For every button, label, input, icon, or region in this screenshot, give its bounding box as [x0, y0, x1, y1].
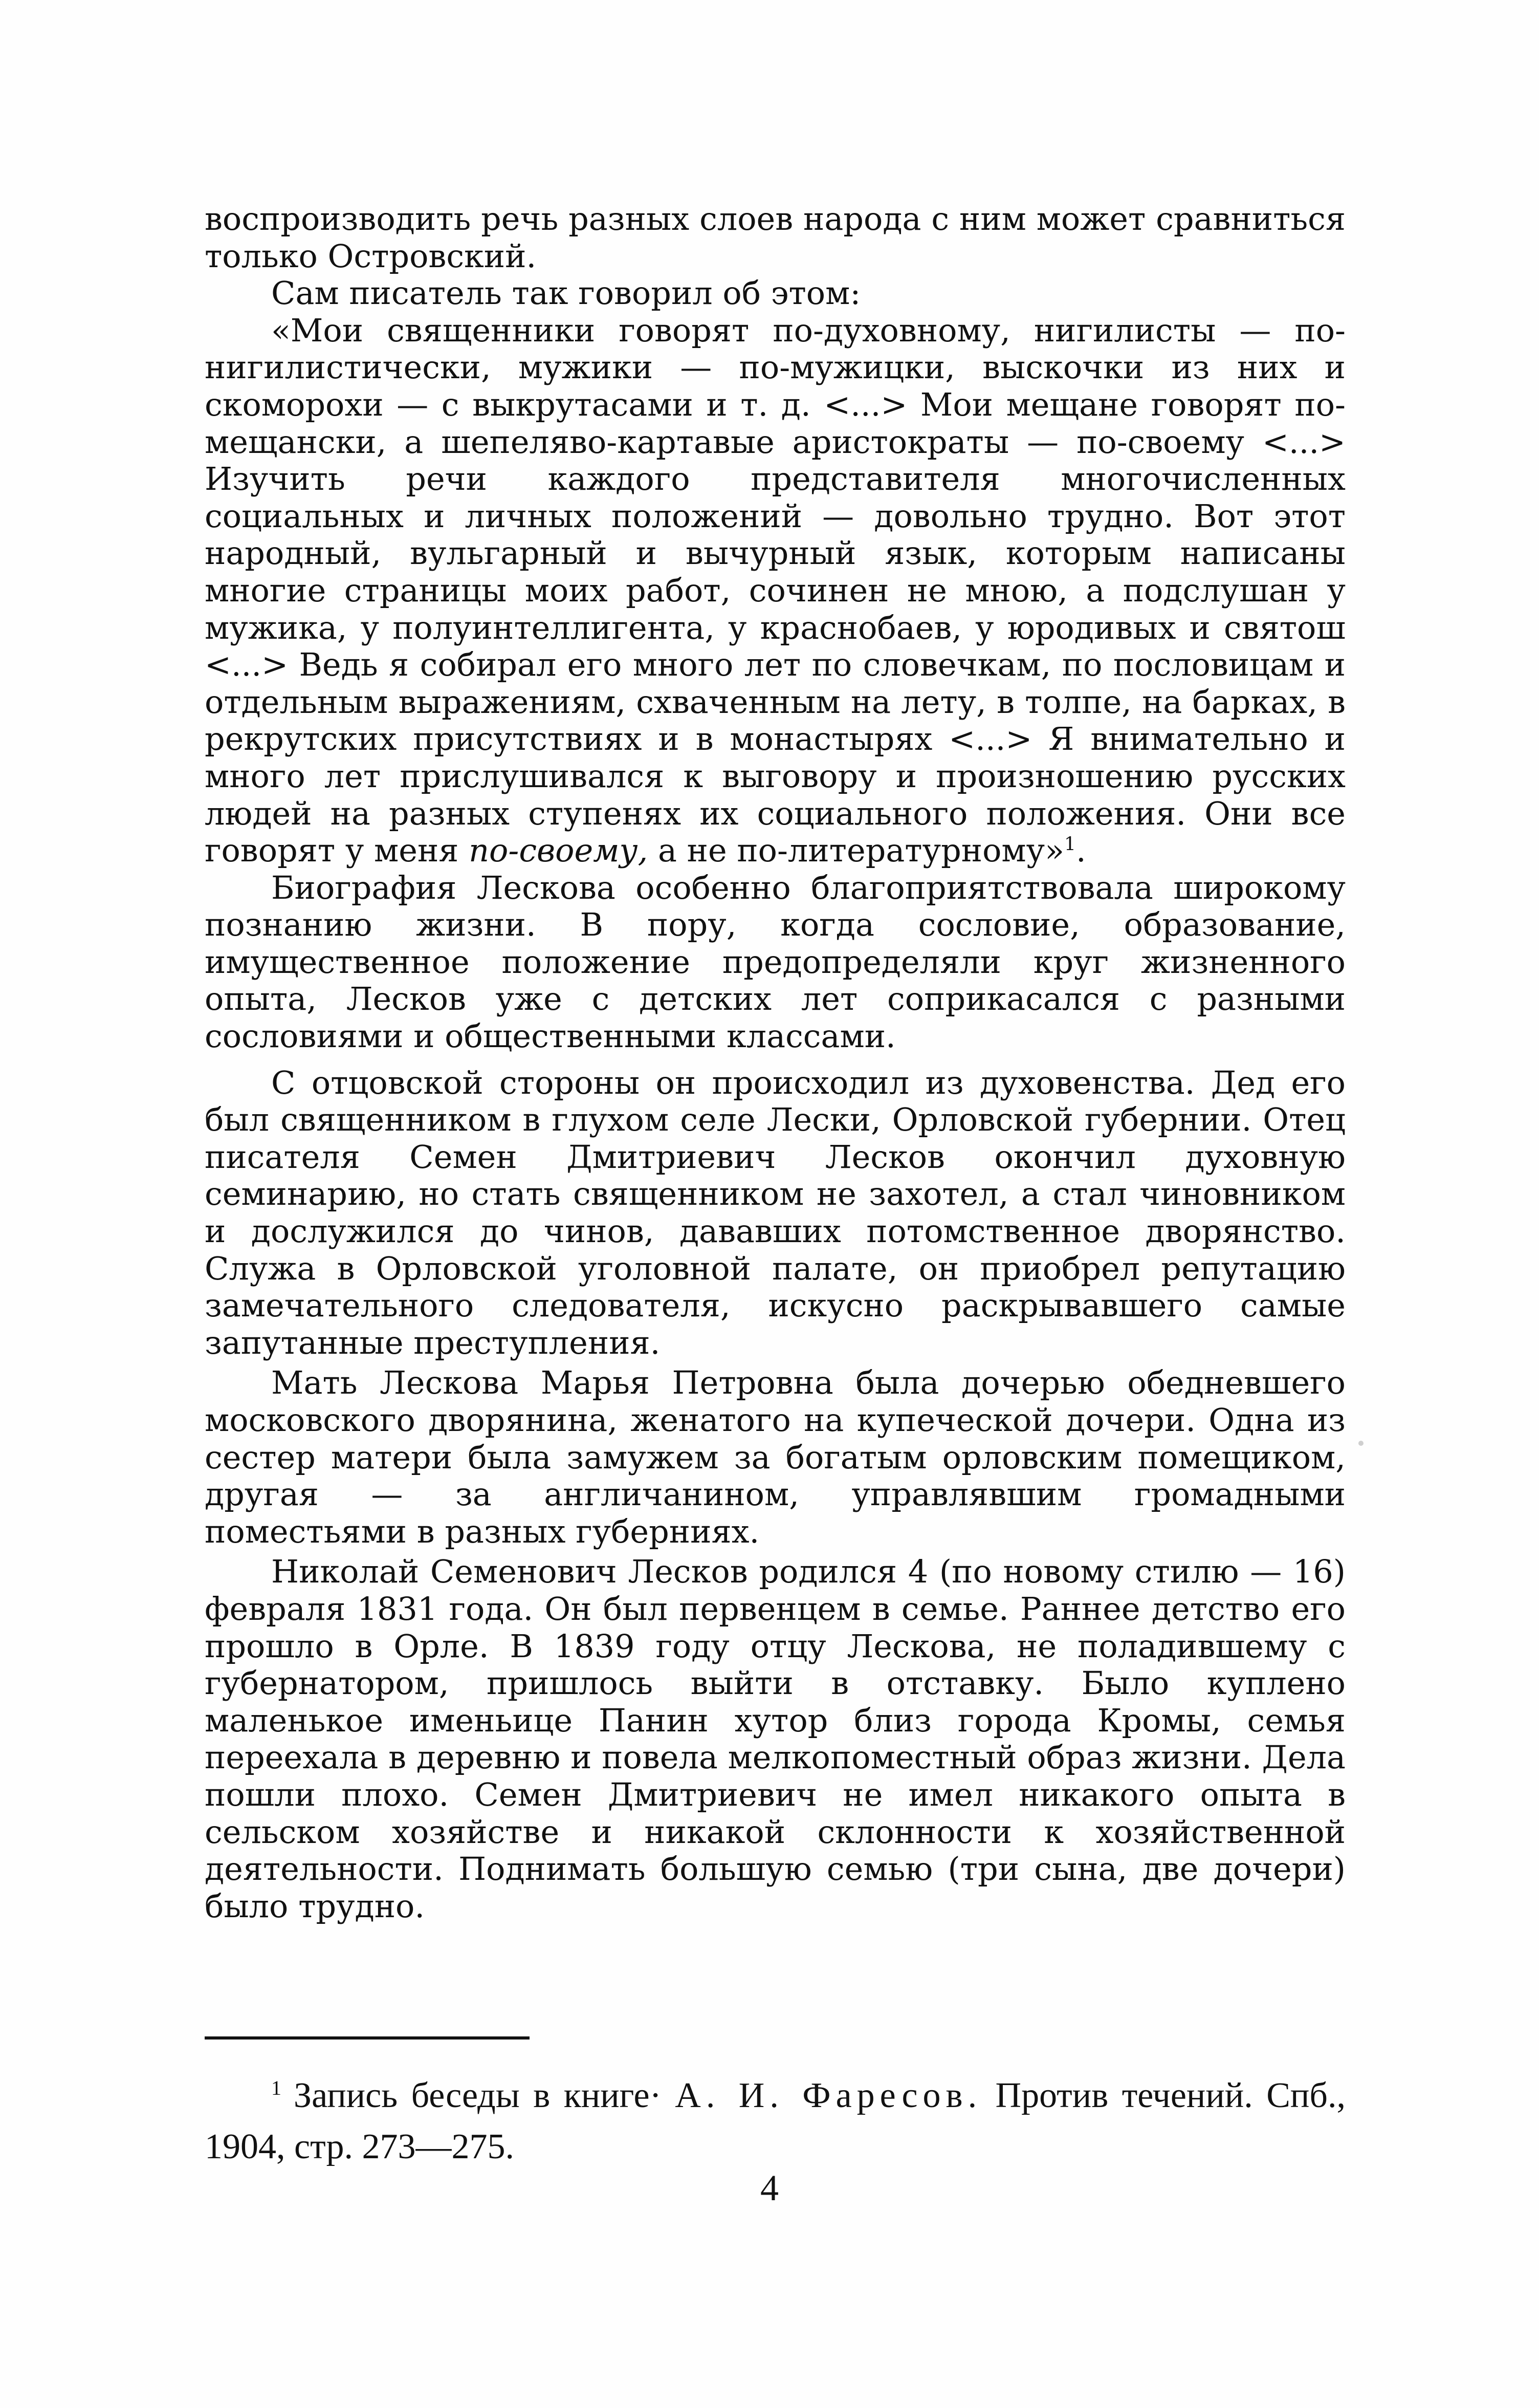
footnote-separator: [205, 2036, 530, 2040]
page-number: 4: [760, 2167, 779, 2208]
main-text-column: [205, 201, 1346, 1925]
paragraph-father: С отцовской стороны он происходил из духовенства. Дед его был священником в глухом селе Лески, Орловской губернии. Отец писателя Семен Дмитриевич Лесков окончил духовную семинарию, но стать священником не захотел, а стал чиновником и дослужился до чинов, дававших потомственное дворянство. Служа в Орловской уголовной палате, он приобрел репутацию замечательного следователя, искусно раскрывавшего самые запутанные преступления.: [205, 1064, 1346, 1361]
footnote-author: А. И. Фаресов.: [675, 2076, 982, 2115]
quotation-end: .: [1075, 832, 1086, 870]
footnote: [205, 2070, 1346, 2173]
quotation-paragraph: [205, 312, 1346, 870]
paper-speck: [1358, 1441, 1364, 1446]
paragraph-mother: Мать Лескова Марья Петровна была дочерью обедневшего московского дворянина, женатого на купеческой дочери. Одна из сестер матери была замужем за богатым орловским помещиком, другая — за англичанином, управлявшим громадными поместьями в разных губерниях.: [205, 1364, 1346, 1550]
quotation-emphasis: по-своему,: [469, 832, 648, 870]
paragraph-biography: Биография Лескова особенно благоприятствовала широкому познанию жизни. В пору, когда сословие, образование, имущественное положение предопределяли круг жизненного опыта, Лесков уже с детских лет соприкасался с разными сословиями и общественными классами.: [205, 869, 1346, 1055]
footnote-lead: Запись беседы в книге·: [294, 2076, 675, 2115]
footnote-reference[interactable]: 1: [1064, 834, 1076, 855]
paragraph-childhood: Николай Семенович Лесков родился 4 (по новому стилю — 16) февраля 1831 года. Он был первенцем в семье. Раннее детство его прошло в Орле. В 1839 году отцу Лескова, не поладившему с губернатором, пришлось выйти в отставку. Было куплено маленькое именьице Панин хутор близ города Кромы, семья переехала в деревню и повела мелкопоместный образ жизни. Дела пошли плохо. Семен Дмитриевич не имел никакого опыта в сельском хозяйстве и никакой склонности к хозяйственной деятельности. Поднимать большую семью (три сына, две дочери) было трудно.: [205, 1553, 1346, 1925]
paragraph-1: воспроизводить речь разных слоев народа с ним может сравниться только Островский.: [205, 200, 1346, 275]
footnote-mark: 1: [271, 2076, 281, 2099]
footnote-rest: Против течений. Спб., 1904, стр. 273—275.: [205, 2076, 1346, 2166]
quotation-text-a: «Мои священники говорят по-духовному, нигилисты — по-нигилистически, мужики — по-мужицки, выскочки из них и скоморохи — с выкрутасами и т. д. <...> Мои мещане говорят по-мещански, а шепеляво-картавые аристократы — по-своему <...> Изучить речи каждого представителя многочисленных социальных и личных положений — довольно трудно. Вот этот народный, вульгарный и вычурный язык, которым написаны многие страницы моих работ, сочинен не мною, а подслушан у мужика, у полуинтеллигента, у краснобаев, у юродивых и святош <...> Ведь я собирал его много лет по словечкам, по пословицам и отдельным выражениям, схваченным на лету, в толпе, на барках, в рекрутских присутствиях и в монастырях <...> Я внимательно и много лет прислушивался к выговору и произношению русских людей на разных ступенях их социального положения. Они все говорят у меня: [205, 311, 1346, 870]
quotation-text-b: а не по-литературному»: [648, 832, 1065, 870]
paragraph-2: Сам писатель так говорил об этом:: [271, 274, 861, 312]
